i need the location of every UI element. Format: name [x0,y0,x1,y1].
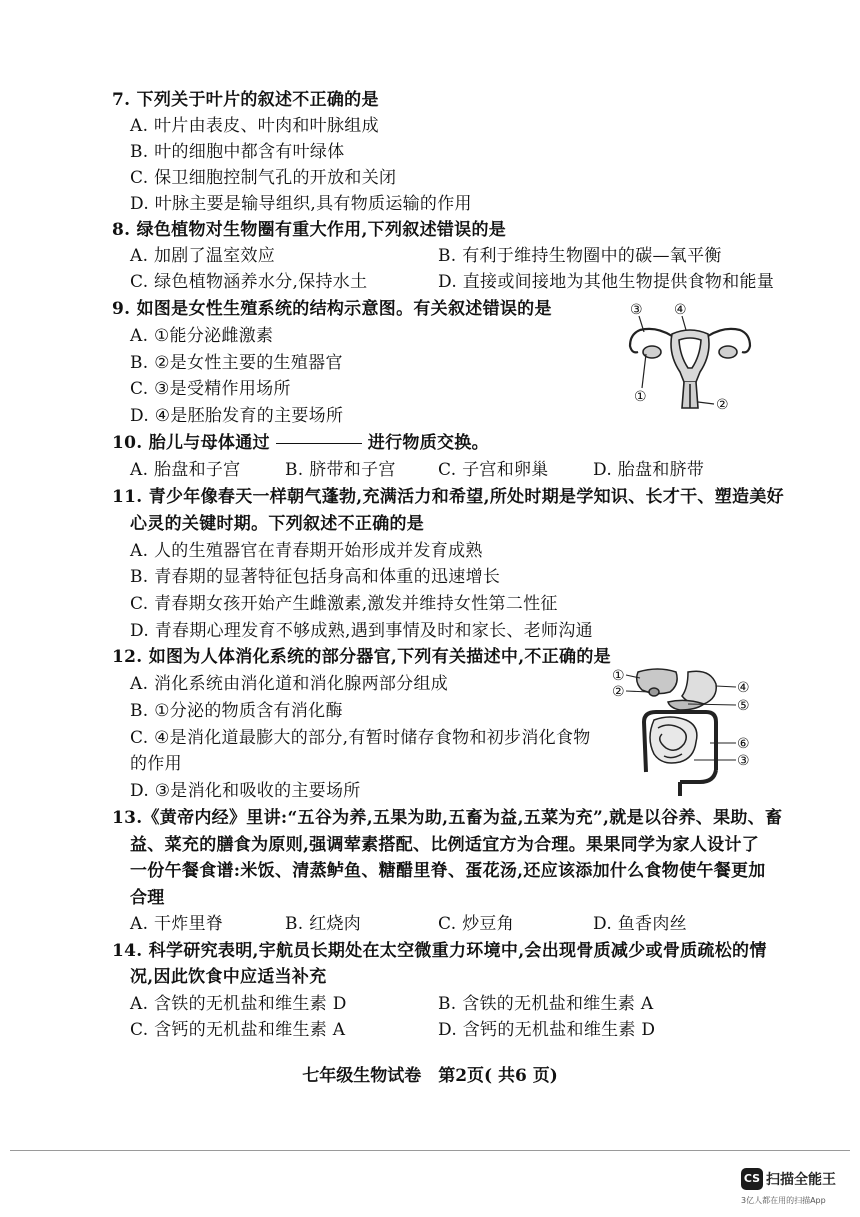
digestive-system-diagram [610,662,760,804]
q7-stem: 7. 下列关于叶片的叙述不正确的是 [112,90,379,110]
q13-option-d: D. 鱼香肉丝 [593,914,687,934]
q13-stem-line3: 一份午餐食谱:米饭、清蒸鲈鱼、糖醋里脊、蛋花汤,还应该添加什么食物使午餐更加 [130,861,766,881]
q12-option-c-line2: 的作用 [130,754,182,774]
q12-option-a: A. 消化系统由消化道和消化腺两部分组成 [130,674,449,694]
q11-stem-line2: 心灵的关键时期。下列叙述不正确的是 [130,514,425,534]
q13-stem-line4: 合理 [130,888,165,908]
answer-blank [276,443,362,444]
q8-option-d: D. 直接或间接地为其他生物提供食物和能量 [438,272,775,292]
q7-option-a: A. 叶片由表皮、叶肉和叶脉组成 [130,116,379,136]
q11-option-d: D. 青春期心理发育不够成熟,遇到事情及时和家长、老师沟通 [130,621,593,641]
diagram-label-2: ② [716,397,729,413]
q12-option-b: B. ①分泌的物质含有消化酶 [130,701,343,721]
q11-option-b: B. 青春期的显著特征包括身高和体重的迅速增长 [130,567,501,587]
diagram-label-4: ④ [737,680,750,696]
diagram-label-2: ② [612,684,625,700]
q13-stem-line2: 益、菜充的膳食为原则,强调荤素搭配、比例适宜方为合理。果果同学为家人设计了 [130,835,760,855]
camscanner-logo-icon: CS [741,1168,763,1190]
q7-option-c: C. 保卫细胞控制气孔的开放和关闭 [130,168,397,188]
q7-option-d: D. 叶脉主要是输导组织,具有物质运输的作用 [130,194,472,214]
diagram-label-4: ④ [674,302,687,318]
q9-option-b: B. ②是女性主要的生殖器官 [130,353,343,373]
watermark-slogan: 3亿人都在用的扫描App [741,1196,826,1205]
q13-option-a: A. 干炸里脊 [130,914,224,934]
q14-option-a: A. 含铁的无机盐和维生素 D [130,994,347,1014]
q12-option-c-line1: C. ④是消化道最膨大的部分,有暂时储存食物和初步消化食物 [130,728,591,748]
q8-stem: 8. 绿色植物对生物圈有重大作用,下列叙述错误的是 [112,220,507,240]
q11-option-c: C. 青春期女孩开始产生雌激素,激发并维持女性第二性征 [130,594,558,614]
diagram-label-5: ⑤ [737,698,750,714]
q8-option-c: C. 绿色植物涵养水分,保持水土 [130,272,368,292]
q8-option-b: B. 有利于维持生物圈中的碳—氧平衡 [438,246,722,266]
q14-option-c: C. 含钙的无机盐和维生素 A [130,1020,346,1040]
q10-option-b: B. 脐带和子宫 [285,460,396,480]
footer-divider [10,1150,850,1151]
q11-stem-line1: 11. 青少年像春天一样朝气蓬勃,充满活力和希望,所处时期是学知识、长才干、塑造美好 [112,487,784,507]
q14-option-b: B. 含铁的无机盐和维生素 A [438,994,654,1014]
q10-stem-before: 10. 胎儿与母体通过 [112,433,270,453]
q14-stem-line1: 14. 科学研究表明,宇航员长期处在太空微重力环境中,会出现骨质减少或骨质疏松的情 [112,941,767,961]
watermark-name: 扫描全能王 [766,1172,836,1188]
q12-stem: 12. 如图为人体消化系统的部分器官,下列有关描述中,不正确的是 [112,647,611,667]
q9-stem: 9. 如图是女性生殖系统的结构示意图。有关叙述错误的是 [112,299,552,319]
page-footer: 七年级生物试卷 第2页( 共6 页) [302,1066,558,1086]
q10-option-d: D. 胎盘和脐带 [593,460,705,480]
q10-option-c: C. 子宫和卵巢 [438,460,549,480]
female-reproductive-diagram [622,296,758,420]
q9-option-c: C. ③是受精作用场所 [130,379,291,399]
q8-option-a: A. 加剧了温室效应 [130,246,276,266]
diagram-label-6: ⑥ [737,736,750,752]
q7-option-b: B. 叶的细胞中都含有叶绿体 [130,142,345,162]
scanner-watermark [741,1168,836,1190]
q10-option-a: A. 胎盘和子宫 [130,460,241,480]
q10-stem-after: 进行物质交换。 [367,433,489,453]
q9-option-d: D. ④是胚胎发育的主要场所 [130,406,344,426]
diagram-label-1: ① [612,668,625,684]
diagram-label-3: ③ [630,302,643,318]
q13-stem-line1: 13.《黄帝内经》里讲:“五谷为养,五果为助,五畜为益,五菜为充”,就是以谷养、果助、畜 [112,808,783,828]
q10-stem [112,432,489,454]
q13-option-c: C. 炒豆角 [438,914,515,934]
q14-stem-line2: 况,因此饮食中应适当补充 [130,967,327,987]
q12-option-d: D. ③是消化和吸收的主要场所 [130,781,361,801]
q13-option-b: B. 红烧肉 [285,914,362,934]
q14-option-d: D. 含钙的无机盐和维生素 D [438,1020,656,1040]
diagram-label-3: ③ [737,753,750,769]
q11-option-a: A. 人的生殖器官在青春期开始形成并发育成熟 [130,541,483,561]
diagram-label-1: ① [634,389,647,405]
q9-option-a: A. ①能分泌雌激素 [130,326,274,346]
